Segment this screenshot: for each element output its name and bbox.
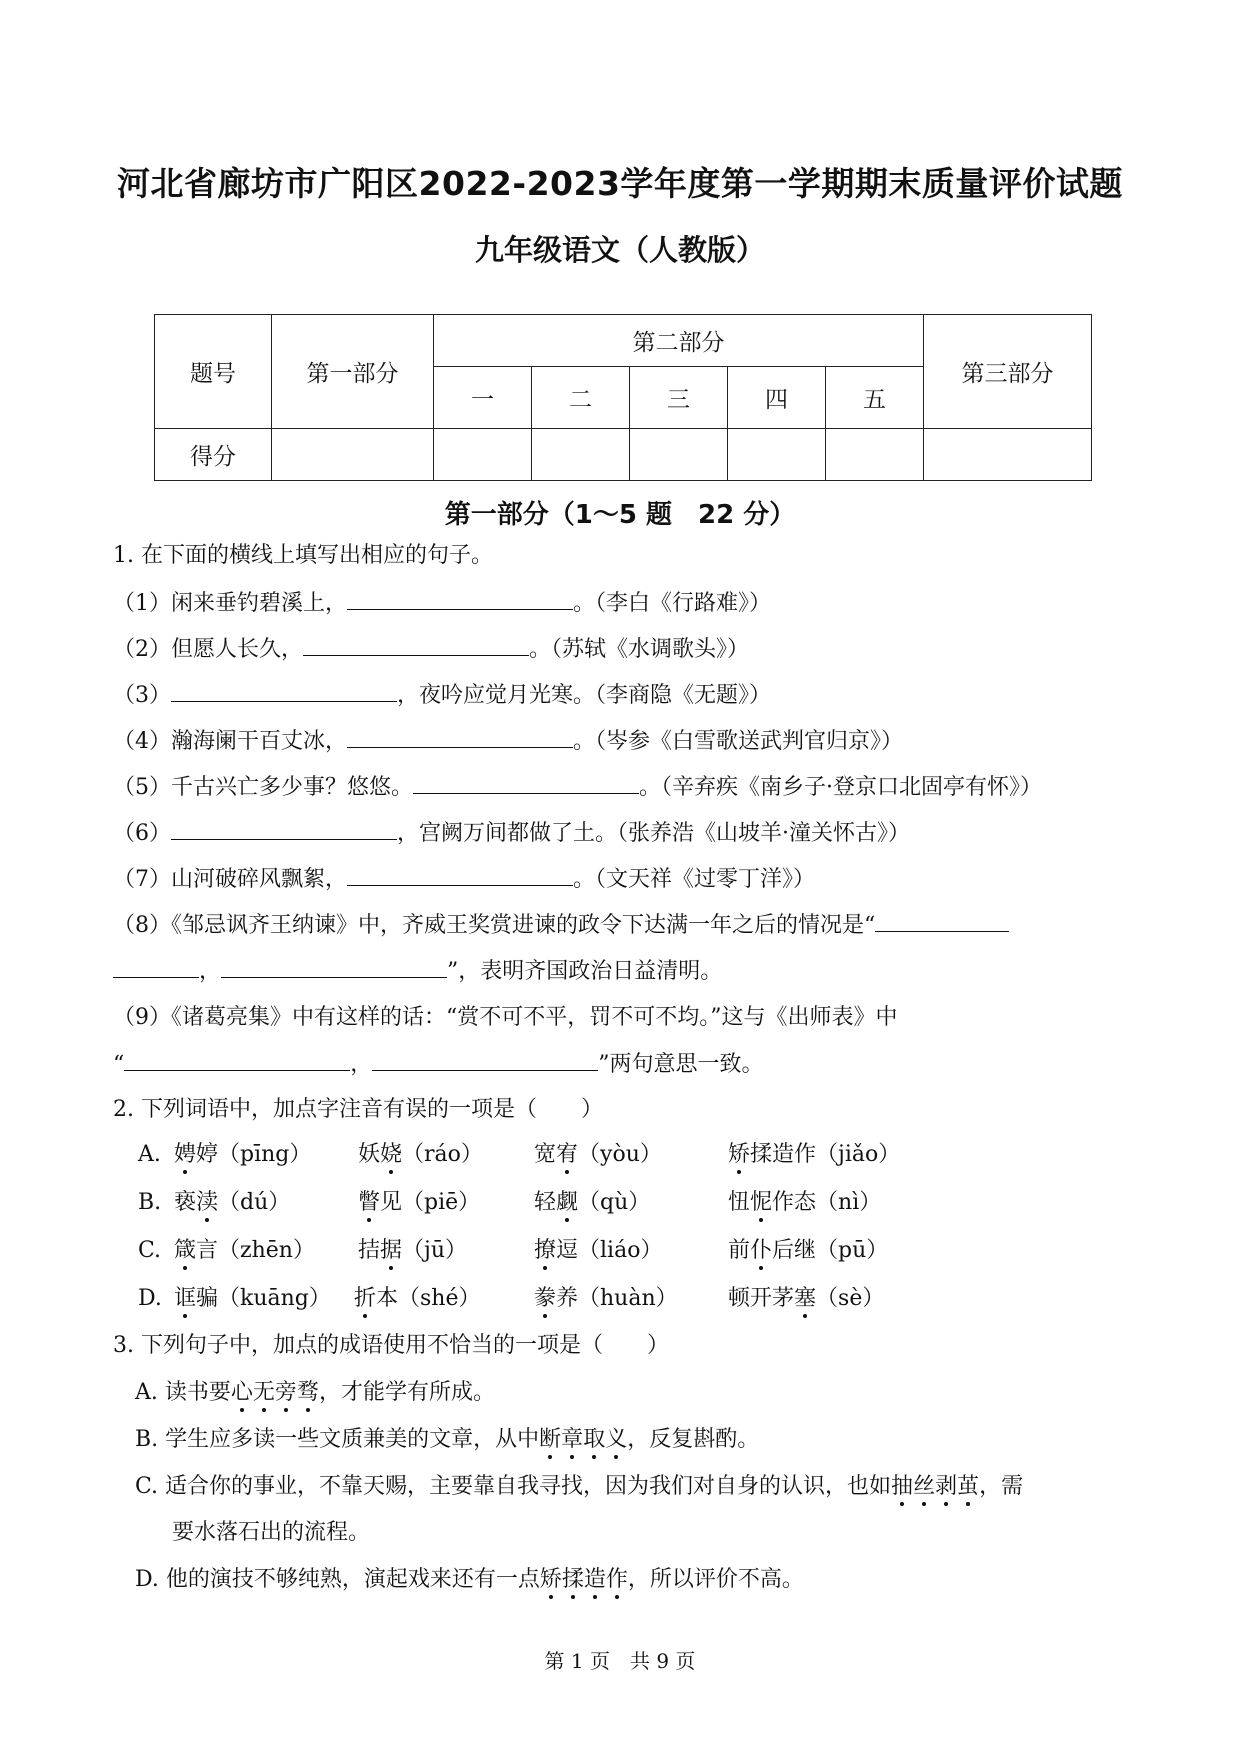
q1-item: （5）千古兴亡多少事？悠悠。 。（辛弃疾《南乡子·登京口北固亭有怀》） bbox=[113, 771, 1042, 803]
answer-blank[interactable] bbox=[347, 587, 573, 610]
score-cell[interactable] bbox=[272, 429, 434, 481]
score-cell[interactable] bbox=[630, 429, 728, 481]
exam-subtitle: 九年级语文（人教版） bbox=[474, 233, 765, 267]
answer-blank[interactable] bbox=[347, 725, 573, 748]
answer-blank[interactable] bbox=[303, 633, 529, 656]
answer-blank[interactable] bbox=[113, 955, 199, 978]
q3-option-c-cont: 要水落石出的流程。 bbox=[172, 1520, 371, 1545]
dotted-idiom: 矫揉造作 bbox=[539, 1567, 628, 1592]
q1-item: （2）但愿人长久， 。（苏轼《水调歌头》） bbox=[113, 633, 749, 665]
score-cell[interactable] bbox=[924, 429, 1092, 481]
q1-item-9-cont: “ ， ”两句意思一致。 bbox=[113, 1048, 764, 1080]
score-table-score-label: 得分 bbox=[155, 429, 272, 481]
section-heading bbox=[0, 494, 1240, 531]
answer-blank[interactable] bbox=[171, 817, 397, 840]
answer-blank[interactable] bbox=[124, 1048, 350, 1071]
page-footer: 第 1 页 共 9 页 bbox=[544, 1649, 696, 1673]
score-cell[interactable] bbox=[434, 429, 532, 481]
q1-item: （7）山河破碎风飘絮， 。（文天祥《过零丁洋》） bbox=[113, 863, 815, 895]
answer-blank[interactable] bbox=[221, 955, 447, 978]
q1-stem: 1. 在下面的横线上填写出相应的句子。 bbox=[113, 543, 493, 568]
score-cell[interactable] bbox=[826, 429, 924, 481]
answer-blank[interactable] bbox=[372, 1048, 598, 1071]
section-heading-score: 22 分） bbox=[698, 500, 796, 530]
score-table-sub: 四 bbox=[728, 367, 826, 429]
q2-stem: 2. 下列词语中，加点字注音有误的一项是（ ） bbox=[113, 1097, 603, 1122]
exam-title: 河北省廊坊市广阳区2022-2023学年度第一学期期末质量评价试题 bbox=[117, 164, 1123, 203]
score-table bbox=[154, 314, 1092, 481]
q1-item: （6） ，宫阙万间都做了土。（张养浩《山坡羊·潼关怀古》） bbox=[113, 817, 910, 849]
answer-blank[interactable] bbox=[171, 679, 397, 702]
q3-option-b[interactable]: B. 学生应多读一些文质兼美的文章，从中断章取义，反复斟酌。 bbox=[135, 1427, 760, 1452]
answer-blank[interactable] bbox=[875, 909, 1009, 932]
section-heading-title: 第一部分（1～5 题 bbox=[444, 500, 672, 530]
q1-item-8: （8）《邹忌讽齐王纳谏》中，齐威王奖赏进谏的政令下达满一年之后的情况是“ bbox=[113, 909, 1009, 941]
q1-item: （3） ，夜吟应觉月光寒。（李商隐《无题》） bbox=[113, 679, 771, 711]
dotted-idiom: 抽丝剥茧 bbox=[891, 1474, 980, 1499]
q3-option-d[interactable]: D. 他的演技不够纯熟，演起戏来还有一点矫揉造作，所以评价不高。 bbox=[135, 1567, 804, 1592]
score-table-part3: 第三部分 bbox=[924, 315, 1092, 429]
score-table-row-label: 题号 bbox=[155, 315, 272, 429]
score-table-part1: 第一部分 bbox=[272, 315, 434, 429]
answer-blank[interactable] bbox=[347, 863, 573, 886]
score-cell[interactable] bbox=[728, 429, 826, 481]
dotted-idiom: 心无旁骛 bbox=[230, 1380, 319, 1405]
q3-option-a[interactable]: A. 读书要心无旁骛，才能学有所成。 bbox=[135, 1380, 495, 1405]
score-table-sub: 一 bbox=[434, 367, 532, 429]
q1-item-9: （9）《诸葛亮集》中有这样的话：“赏不可不平，罚不可不均。”这与《出师表》中 bbox=[113, 1005, 898, 1030]
answer-blank[interactable] bbox=[413, 771, 639, 794]
q1-item: （1）闲来垂钓碧溪上， 。（李白《行路难》） bbox=[113, 587, 771, 619]
score-cell[interactable] bbox=[532, 429, 630, 481]
score-table-sub: 三 bbox=[630, 367, 728, 429]
q1-item: （4）瀚海阑干百丈冰， 。（岑参《白雪歌送武判官归京》） bbox=[113, 725, 903, 757]
q3-stem: 3. 下列句子中，加点的成语使用不恰当的一项是（ ） bbox=[113, 1333, 669, 1358]
exam-page: 河北省廊坊市广阳区2022-2023学年度第一学期期末质量评价试题 九年级语文（人教版） 题号 第一部分 第二部分 第三部分 一 二 三 四 五 得分 第一部分（1～5 题 22 分） 1. 在下面的横线上填写出相应的句子。 （1）闲来垂钓碧溪上， 。（李白《行路难》） （2）但愿人长久， 。（苏轼《水调歌头》） （3） ，夜吟应觉月光寒。（李商隐《无题》） （4）瀚海阑干百丈冰， 。（岑参《白雪歌送武判官归京》） （5）千古兴亡多少事？悠悠。 。（辛弃疾《南乡子·登京口北固亭有怀》） （6） ，宫阙万间都做了土。（张养浩《山坡羊·潼关怀古》） （7）山河破碎风飘絮， 。（文天祥《过零丁洋》） （8）《邹忌讽齐王纳谏》中，齐威王奖赏进谏的政令下达满一年之后的情况是“ ， ”，表明齐国政治日益清明。 （9）《诸葛亮集》中有这样的话：“赏不可不平，罚不可不均。”这与《出师表》中 “ ， ”两句意思一致。 2. 下列词语中，加点字注音有误的一项是（ ） A. 娉婷（pīng） 妖娆（ráo） 宽宥（yòu） 矫揉造作（jiǎo） B. 亵渎（dú） 瞥见（piē） 轻觑（qù） 忸怩作态（nì） C. 箴言（zhēn） 拮据（jū） 撩逗（liáo） 前仆后继（pū） D. 诓骗（kuāng） 折本（shé） 豢养（huàn） 顿开茅塞（sè） 3. 下列句子中，加点的成语使用不恰当的一项是（ ） A. 读书要心无旁骛，才能学有所成。 B. 学生应多读一些文质兼美的文章，从中断章取义，反复斟酌。 C. 适合你的事业，不靠天赐，主要靠自我寻找，因为我们对自身的认识，也如抽丝剥茧，需 要水落石出的流程。 D. 他的演技不够纯熟，演起戏来还有一点矫揉造作，所以评价不高。 第 1 页 共 9 页 bbox=[0, 0, 1240, 1753]
dotted-idiom: 断章取义 bbox=[539, 1427, 628, 1452]
q1-item-8-cont: ， ”，表明齐国政治日益清明。 bbox=[113, 955, 722, 987]
score-table-part2: 第二部分 bbox=[434, 315, 924, 367]
score-table-sub: 五 bbox=[826, 367, 924, 429]
score-table-sub: 二 bbox=[532, 367, 630, 429]
q3-option-c[interactable]: C. 适合你的事业，不靠天赐，主要靠自我寻找，因为我们对自身的认识，也如抽丝剥茧，需 bbox=[135, 1474, 1024, 1499]
